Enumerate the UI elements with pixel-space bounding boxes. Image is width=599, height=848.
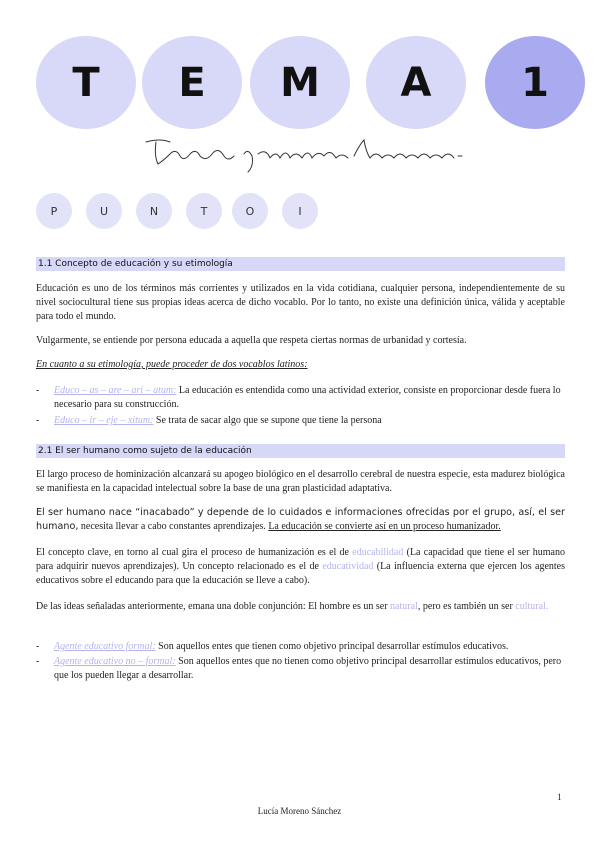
key-term: cultural. — [515, 601, 549, 612]
subheading-letter: O — [245, 204, 255, 218]
list-item-text: Son aquellos entes que tienen como objetivo principal desarrollar estímulos educativos. — [155, 641, 509, 652]
title-letter: E — [178, 59, 206, 106]
paragraph: El largo proceso de hominización alcanzará su apogeo biológico en el desarrollo cerebral de nuestra especie, esta madurez biológica se manifiesta en la capacidad intelectual sobre la base de una gran plasticidad adaptativa. — [36, 469, 565, 494]
section-heading: 1.1 Concepto de educación y su etimología — [36, 257, 565, 271]
handwritten-subtitle — [140, 134, 470, 174]
list-dash: - — [36, 385, 40, 396]
page-number: 1 — [557, 792, 562, 802]
author-name: Lucía Moreno Sánchez — [257, 806, 342, 816]
subheading-letter: N — [149, 204, 159, 218]
title-letter-circle — [250, 36, 350, 129]
list-item-body — [54, 655, 565, 683]
key-term: educatividad — [322, 561, 374, 572]
title-letter: T — [72, 59, 100, 106]
paragraph-text: (La capacidad que tiene el ser humano para adquirir nuevos aprendizajes). Un concepto relacionado es el de — [36, 547, 565, 572]
list-item — [36, 384, 565, 412]
subheading-letter-circle — [186, 193, 222, 229]
list-item — [36, 414, 565, 428]
title-letter: 1 — [521, 59, 549, 106]
title-letter-circle — [36, 36, 136, 129]
subheading-letter-circle — [232, 193, 268, 229]
list-item-body — [54, 640, 565, 654]
list-item — [36, 640, 565, 654]
list-dash: - — [36, 656, 40, 667]
term-link[interactable]: Educo – ir – eje – xitum: — [54, 415, 154, 426]
subheading-letter-circle — [86, 193, 122, 229]
paragraph-text: El concepto clave, en torno al cual gira el proceso de humanización es el de — [36, 547, 353, 558]
list-item-text: Se trata de sacar algo que se supone que tiene la persona — [153, 415, 382, 426]
list-item — [36, 655, 565, 683]
paragraph-text: necesita llevar a cabo constantes aprendizajes. — [80, 521, 269, 532]
section-heading: 2.1 El ser humano como sujeto de la educación — [36, 444, 565, 458]
underlined-text: La educación se convierte así en un proceso humanizador. — [268, 521, 501, 532]
etymology-intro: En cuanto a su etimología, puede proceder de dos vocablos latinos: — [36, 359, 308, 370]
title-letter-circle — [366, 36, 466, 129]
paragraph-text: (La influencia externa que ejercen los agentes educativos sobre el educando para que la educación se lleve a cabo). — [36, 561, 565, 586]
list-item-body — [54, 414, 565, 428]
list-dash: - — [36, 641, 40, 652]
key-term: educabilidad — [352, 547, 404, 558]
list-item-text: Son aquellos entes que no tienen como objetivo principal desarrollar estímulos educativos, pero que los pueden llegar a desarrollar. — [54, 656, 562, 681]
term-link[interactable]: Agente educativo formal: — [54, 641, 156, 652]
term-link[interactable]: Agente educativo no – formal: — [54, 656, 176, 667]
title-letter-circle — [142, 36, 242, 129]
title-number-circle — [485, 36, 585, 129]
subheading-letter: I — [298, 204, 302, 218]
key-term: natural — [390, 601, 418, 612]
title-circles — [36, 36, 586, 130]
subheading-letter-circle — [136, 193, 172, 229]
paragraph-text: De las ideas señaladas anteriormente, emana una doble conjunción: El hombre es un ser — [36, 601, 391, 612]
title-letter: A — [400, 59, 432, 106]
handwriting-graphic — [140, 134, 470, 174]
paragraph-text: , pero es también un ser — [417, 601, 516, 612]
subheading-letter: P — [50, 204, 58, 218]
paragraph-text: El ser humano nace “inacabado” y depende de lo cuidados e informaciones ofrecidas por el grupo, así, el ser humano, — [36, 507, 565, 532]
term-link[interactable]: Educo – as – are – ari – atum: — [54, 385, 177, 396]
subheading-circles — [36, 193, 336, 231]
subheading-letter-circle — [36, 193, 72, 229]
paragraph — [36, 546, 565, 588]
list-item-text: La educación es entendida como una actividad exterior, consiste en proporcionar desde fuera lo necesario para su construcción. — [54, 385, 561, 410]
subheading-letter: T — [200, 204, 208, 218]
subheading-letter-circle — [282, 193, 318, 229]
list-item-body — [54, 384, 565, 412]
paragraph: Educación es uno de los términos más corrientes y utilizados en la vida cotidiana, cualquier persona, independientemente de su nivel sociocultural tiene sus propias ideas acerca de dicho vocablo. Por lo tanto, no existe una definición única, válida y aceptable para todo el mundo. — [36, 283, 565, 322]
title-letter: M — [280, 59, 320, 106]
paragraph — [36, 506, 565, 534]
list-dash: - — [36, 415, 40, 426]
paragraph — [36, 600, 565, 614]
subheading-letter: U — [99, 204, 109, 218]
paragraph: Vulgarmente, se entiende por persona educada a aquella que respeta ciertas normas de urbanidad y cortesía. — [36, 335, 467, 346]
